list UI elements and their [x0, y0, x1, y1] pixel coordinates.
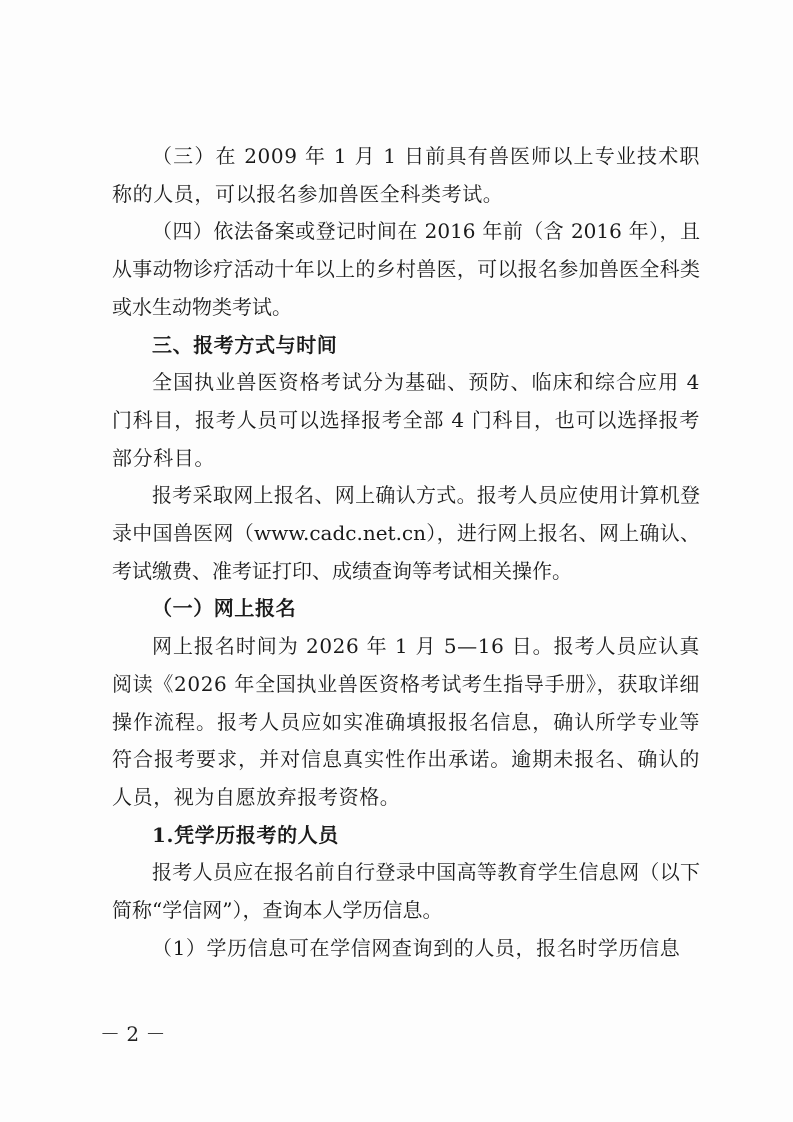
paragraph-chsi-check: 报考人员应在报名前自行登录中国高等教育学生信息网（以下简称“学信网”），查询本人学历信息。 — [112, 860, 700, 923]
paragraph-qualification-3: （三）在 2009 年 1 月 1 日前具有兽医师以上专业技术职称的人员，可以报名参加兽医全科类考试。 — [112, 144, 700, 206]
paragraph-education-verifiable: （1）学历信息可在学信网查询到的人员，报名时学历信息 — [152, 935, 681, 960]
page-number: － 2 － — [100, 1022, 166, 1046]
paragraph-online-registration-method: 报考采取网上报名、网上确认方式。报考人员应使用计算机登录中国兽医网（www.cadc.net.cn），进行网上报名、网上确认、考试缴费、准考证打印、成绩查询等考试相关操作。 — [112, 483, 700, 583]
document-body — [112, 138, 700, 967]
subheading-education-applicants: 1.凭学历报考的人员 — [152, 822, 339, 847]
paragraph-registration-time: 网上报名时间为 2026 年 1 月 5—16 日。报考人员应认真阅读《2026 年全国执业兽医资格考试考生指导手册》，获取详细操作流程。报考人员应如实准确填报报名信息，确认所学专业等符合报考要求，并对信息真实性作出承诺。逾期未报名、确认的人员，视为自愿放弃报考资格。 — [112, 634, 700, 809]
subheading-online-registration: （一）网上报名 — [152, 596, 297, 621]
paragraph-exam-subjects: 全国执业兽医资格考试分为基础、预防、临床和综合应用 4 门科目，报考人员可以选择报考全部 4 门科目，也可以选择报考部分科目。 — [112, 370, 700, 470]
paragraph-qualification-4: （四）依法备案或登记时间在 2016 年前（含 2016 年），且从事动物诊疗活动十年以上的乡村兽医，可以报名参加兽医全科类或水生动物类考试。 — [112, 219, 700, 319]
section-heading-registration-method: 三、报考方式与时间 — [152, 332, 338, 357]
